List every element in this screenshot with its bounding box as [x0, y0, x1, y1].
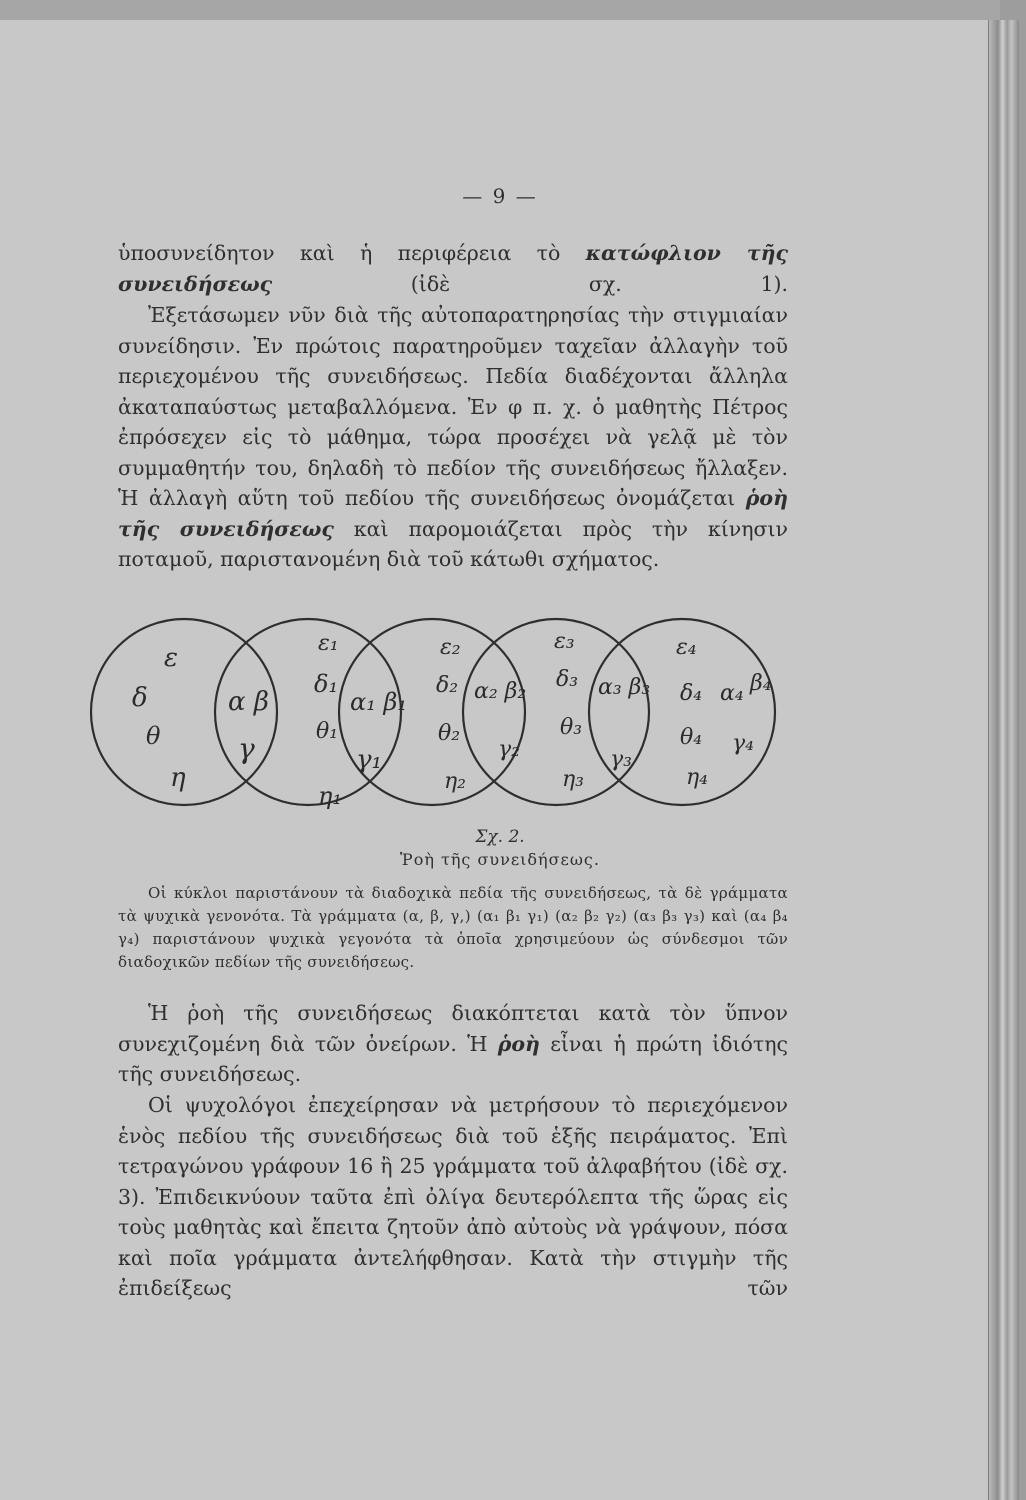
circle-3-letter-1: ε₂	[440, 635, 461, 660]
circle-4-letter-4: η₃	[562, 767, 584, 792]
figure-caption: Οἱ κύκλοι παριστάνουν τὰ διαδοχικὰ πεδία τῆς συνειδήσεως, τὰ δὲ γράμματα τὰ ψυχικὰ γενονότα. Τὰ γράμματα (α, β, γ,) (α₁ β₁ γ₁) (α₂ β₂ γ₂) (α₃ β₃ γ₃) καὶ (α₄ β₄ γ₄) παριστάνουν ψυχικὰ γεγονότα τὰ ὁποῖα χρησιμεύουν ὡς σύνδεσμοι τῶν διαδοχικῶν πεδίων τῆς συνειδήσεως.	[118, 884, 788, 971]
overlap-3-top: α₂ β₂	[474, 679, 527, 704]
circle-5-letter-7: η₄	[686, 765, 708, 790]
paragraph-1-text-a: ὑποσυνείδητον καὶ ἡ περιφέρεια τὸ	[118, 241, 586, 265]
paragraph-1-emphasis: κατώφλιον τῆς συνειδήσεως	[118, 241, 788, 296]
circle-1-letter-4: η	[170, 763, 186, 793]
circle-1-letter-3: θ	[146, 722, 161, 750]
circle-5-letter-4: β₄	[750, 671, 772, 696]
paragraph-3-text-a: Ἡ ῥοὴ τῆς συνειδήσεως διακόπτεται κατὰ τὸν ὕπνον συνεχιζομένη διὰ τῶν ὀνείρων. Ἡ	[118, 1001, 788, 1056]
overlap-1-bottom: γ	[238, 732, 255, 765]
paragraph-2-text-a: Ἐξετάσωμεν νῦν διὰ τῆς αὐτοπαρατηρησίας τὴν στιγμιαίαν συνείδησιν. Ἐν πρώτοις παρατηροῦμεν ταχεῖαν ἀλλαγὴν τοῦ περιεχομένου τῆς συνειδήσεως. Πεδία διαδέχονται ἄλληλα ἀκαταπαύστως μεταβαλλόμενα. Ἐν φ π. χ. ὁ μαθητὴς Πέτρος ἐπρόσεχεν εἰς τὸ μάθημα, τώρα προσέχει νὰ γελᾷ μὲ τὸν συμμαθητήν του, δηλαδὴ τὸ πεδίον τῆς συνειδήσεως ἤλλαξεν. Ἡ ἀλλαγὴ αὕτη τοῦ πεδίου τῆς συνειδήσεως ὀνομάζεται	[118, 303, 788, 510]
circle-1-letter-1: ε	[164, 643, 178, 673]
paragraph-4: Οἱ ψυχολόγοι ἐπεχείρησαν νὰ μετρήσουν τὸ περιεχόμενον ἑνὸς πεδίου τῆς συνειδήσεως διὰ τοῦ ἑξῆς πειράματος. Ἐπὶ τετραγώνου γράφουν 16 ἢ 25 γράμματα τοῦ ἀλφαβήτου (ἰδὲ σχ. 3). Ἐπιδεικνύουν ταῦτα ἐπὶ ὀλίγα δευτερόλεπτα τῆς ὥρας εἰς τοὺς μαθητὰς καὶ ἔπειτα ζητοῦν ἀπὸ αὐτοὺς νὰ γράψουν, πόσα καὶ ποῖα γράμματα ἀντελήφθησαν. Κατὰ τὴν στιγμὴν τῆς ἐπιδείξεως τῶν	[118, 1093, 788, 1300]
circle-4-letter-1: ε₃	[554, 629, 575, 654]
overlap-3-bottom: γ₂	[498, 737, 520, 762]
circle-4-letter-3: θ₃	[560, 715, 583, 740]
circle-4-letter-2: δ₃	[556, 667, 579, 692]
overlap-4-bottom: γ₃	[610, 747, 632, 772]
circle-5-letter-2: δ₄	[680, 681, 703, 706]
circle-5-letter-3: α₄	[720, 681, 744, 706]
circle-2-letter-1: ε₁	[318, 631, 339, 656]
consciousness-flow-diagram	[88, 608, 808, 823]
circle-3-letter-4: η₂	[444, 769, 466, 794]
book-page-stack-edge	[988, 20, 1019, 1500]
paragraph-2-emphasis: ῥοὴ τῆς συνειδήσεως	[118, 486, 788, 541]
paragraph-2-text-b: καὶ παρομοιάζεται πρὸς τὴν κίνησιν ποταμοῦ, παριστανομένη διὰ τοῦ κάτωθι σχήματος.	[118, 516, 789, 571]
overlap-2-top: α₁ β₁	[350, 688, 407, 716]
circle-2-letter-3: θ₁	[316, 719, 339, 744]
circle-1-letter-2: δ	[132, 683, 148, 713]
circle-3-letter-2: δ₂	[436, 673, 459, 698]
paragraph-2	[118, 300, 788, 575]
circle-3-letter-3: θ₂	[438, 721, 461, 746]
paragraph-1-text-b: (ἰδὲ σχ. 1).	[272, 271, 788, 296]
circle-2-letter-2: δ₁	[314, 670, 339, 698]
page-number: — 9 —	[462, 184, 538, 208]
figure-label: Σχ. 2.	[475, 827, 525, 847]
circle-5-letter-6: γ₄	[732, 731, 754, 756]
page-top-edge	[0, 0, 1000, 20]
circle-2-letter-4: η₁	[318, 782, 342, 810]
overlap-1-top: α β	[228, 687, 269, 717]
paragraph-3	[118, 998, 788, 1090]
overlap-2-bottom: γ₁	[356, 745, 382, 775]
paragraph-1	[118, 238, 788, 299]
paragraph-3-text-b: εἶναι ἡ πρώτη ἰδιότης τῆς συνειδήσεως.	[118, 1031, 789, 1086]
circle-5-letter-1: ε₄	[676, 635, 697, 660]
paragraph-3-emphasis: ῥοὴ	[497, 1031, 540, 1056]
figure-title: Ῥοὴ τῆς συνειδήσεως.	[400, 850, 600, 869]
overlap-4-top: α₃ β₃	[598, 675, 651, 700]
circle-5-letter-5: θ₄	[680, 725, 703, 750]
